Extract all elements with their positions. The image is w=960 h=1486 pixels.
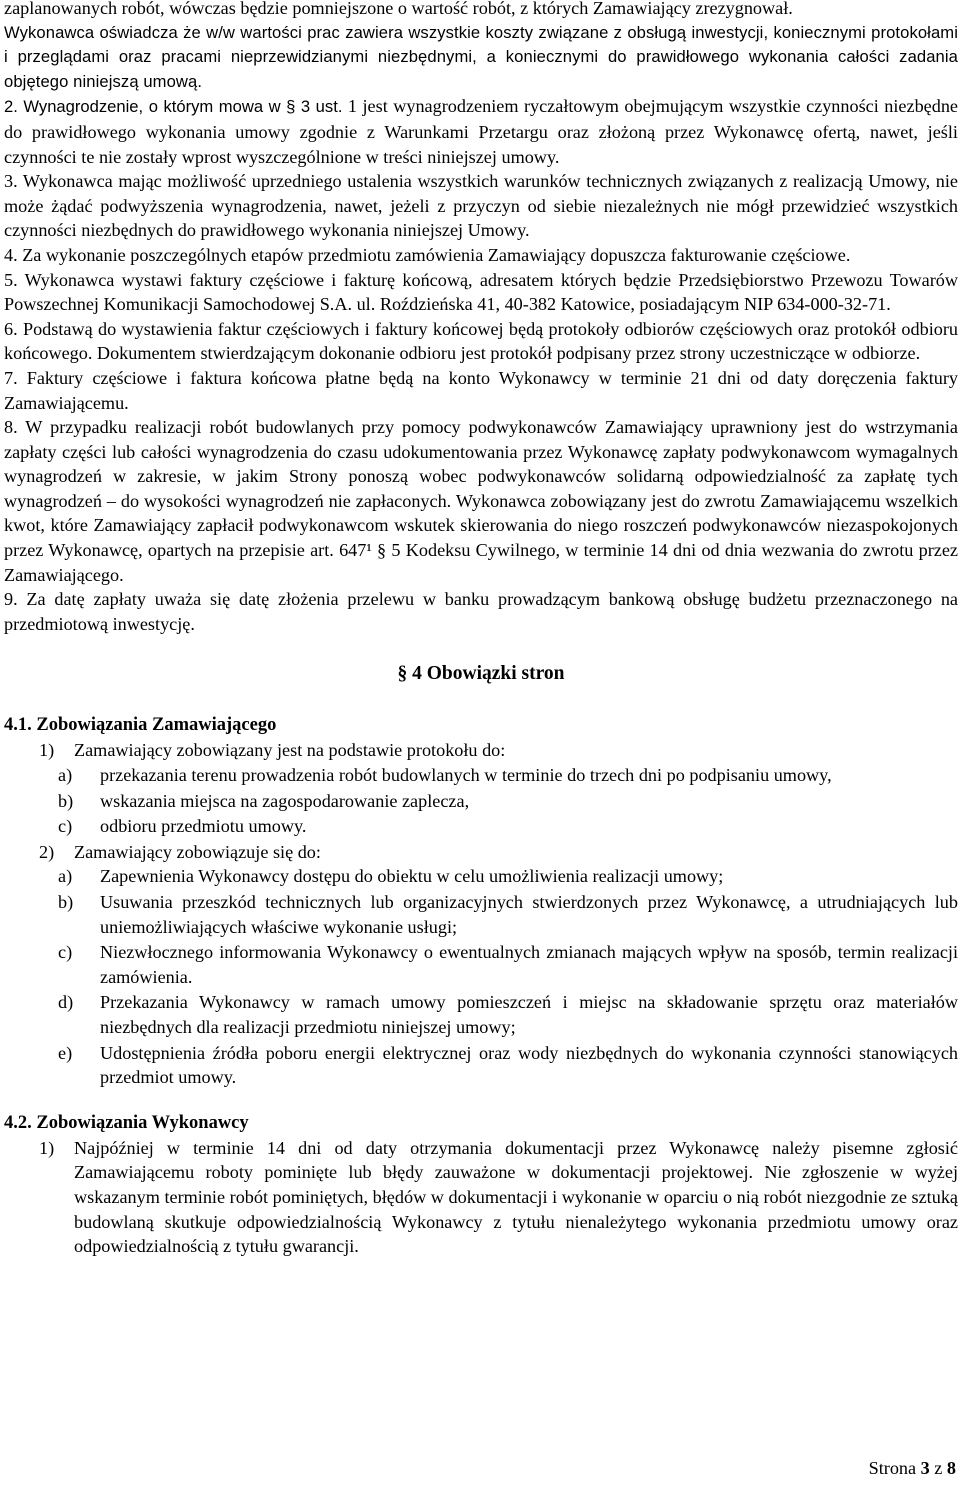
paragraph-7: 7. Faktury częściowe i faktura końcowa płatne będą na konto Wykonawcy w terminie 21 dni od daty doręczenia faktury Zamawiającemu. bbox=[4, 367, 958, 413]
sublist-item-text: Usuwania przeszkód technicznych lub organizacyjnych stwierdzonych przez Wykonawcę, a utrudniających lub uniemożliwiających właściwe wykonanie usługi; bbox=[100, 892, 958, 937]
list-item-number: 1) bbox=[39, 1137, 55, 1158]
sublist bbox=[4, 763, 958, 839]
sublist-item-letter: d) bbox=[58, 992, 74, 1013]
sublist-item-letter: c) bbox=[58, 816, 73, 837]
paragraph-8: 8. W przypadku realizacji robót budowlanych przy pomocy podwykonawców Zamawiający uprawniony jest do wstrzymania zapłaty części lub całości wynagrodzenia do czasu udokumentowania przez Wykonawcę zapłaty podwykonawcom wymagalnych wynagrodzeń w zakresie, w jakim Strony ponoszą wobec podwykonawców solidarną odpowiedzialność za zapłatę tych wynagrodzeń – do wysokości wynagrodzeń nie zapłaconych. Wykonawca zobowiązany jest do zwrotu Zamawiającemu wszelkich kwot, które Zamawiający zapłacił podwykonawcom wskutek skierowania do niego roszczeń podwykonawców niezaspokojonych przez Wykonawcę, opartych na przepisie art. 647¹ § 5 Kodeksu Cywilnego, w terminie 14 dni od dnia wezwania do zwrotu przez Zamawiającego. bbox=[4, 417, 958, 585]
sublist-item bbox=[4, 1041, 958, 1090]
section-title: § 4 Obowiązki stron bbox=[397, 663, 565, 685]
paragraph-2-body: 1 jest wynagrodzeniem ryczałtowym obejmującym wszystkie czynności niezbędne do prawidłowego wykonania umowy zgodnie z Warunkami Przetargu oraz złożoną przez Wykonawcę ofertą, nawet, jeśli czynności te nie zostały wprost wyszczególnione w treści niniejszej umowy. bbox=[4, 96, 958, 167]
sublist-item-letter: b) bbox=[58, 790, 74, 811]
sublist-item bbox=[4, 890, 958, 939]
footer-of: z bbox=[929, 1458, 947, 1478]
sublist-item-text: Udostępnienia źródła poboru energii elektrycznej oraz wody niezbędnych do wykonania czynności stanowiących przedmiot umowy. bbox=[100, 1042, 958, 1088]
sublist-item-letter: a) bbox=[58, 765, 73, 786]
sublist-item bbox=[4, 763, 958, 788]
sublist-item bbox=[4, 940, 958, 989]
sublist-item-text: przekazania terenu prowadzenia robót budowlanych w terminie do trzech dni po podpisaniu umowy, bbox=[100, 765, 832, 786]
sublist-item-letter: e) bbox=[58, 1042, 73, 1063]
sublist bbox=[4, 864, 958, 1089]
paragraph-3: 3. Wykonawca mając możliwość uprzedniego ustalenia wszystkich warunków technicznych związanych z realizacją Umowy, nie może żądać podwyższenia wynagrodzenia, nawet, jeżeli z przyczyn od siebie niezależnych nie mógł przewidzieć wszystkich czynności niezbędnych do prawidłowego wykonania niniejszej Umowy. bbox=[4, 171, 958, 241]
footer-current-page: 3 bbox=[920, 1458, 930, 1478]
sublist-item-text: Przekazania Wykonawcy w ramach umowy pomieszczeń i miejsc na składowanie sprzętu oraz materiałów niezbędnych dla realizacji przedmiotu niniejszej umowy; bbox=[100, 992, 958, 1037]
sublist-item bbox=[4, 864, 958, 889]
paragraph-2-lead: 2. Wynagrodzenie, o którym mowa w § 3 ust. bbox=[4, 97, 343, 117]
sublist-item bbox=[4, 789, 958, 814]
paragraph-4: 4. Za wykonanie poszczególnych etapów przedmiotu zamówienia Zamawiający dopuszcza fakturowanie częściowe. bbox=[4, 244, 851, 265]
sublist-item-text: Niezwłocznego informowania Wykonawcy o ewentualnych zmianach mających wpływ na sposób, termin realizacji zamówienia. bbox=[100, 942, 958, 987]
sublist-item-text: wskazania miejsca na zagospodarowanie zaplecza, bbox=[100, 790, 470, 811]
list-item bbox=[4, 840, 958, 865]
paragraph-continuation: zaplanowanych robót, wówczas będzie pomniejszone o wartość robót, z których Zamawiający zrezygnował. bbox=[4, 0, 793, 18]
subsection-title-contractor: 4.2. Zobowiązania Wykonawcy bbox=[4, 1112, 249, 1133]
list-item-text: Zamawiający zobowiązany jest na podstawie protokołu do: bbox=[74, 740, 506, 761]
sublist-item bbox=[4, 814, 958, 839]
list-item-number: 1) bbox=[39, 740, 55, 761]
list-item-text: Zamawiający zobowiązuje się do: bbox=[74, 841, 321, 862]
spacer bbox=[4, 1091, 958, 1111]
sublist-item-letter: a) bbox=[58, 866, 73, 887]
list-item-number: 2) bbox=[39, 841, 55, 862]
paragraph-9: 9. Za datę zapłaty uważa się datę złożenia przelewu w banku prowadzącym bankową obsługę budżetu przeznaczonego na przedmiotową inwestycję. bbox=[4, 589, 958, 634]
paragraph-5: 5. Wykonawca wystawi faktury częściowe i fakturę końcową, adresatem których będzie Przedsiębiorstwo Przewozu Towarów Powszechnej Komunikacji Samochodowej S.A. ul. Roździeńska 41, 40-382 Katowice, posiadającym NIP 634-000-32-71. bbox=[4, 269, 958, 315]
paragraph-2 bbox=[4, 94, 958, 169]
page-number-footer bbox=[869, 1456, 956, 1480]
list-item bbox=[4, 1136, 958, 1259]
footer-prefix: Strona bbox=[868, 1458, 921, 1478]
list-item-text: Najpóźniej w terminie 14 dni od daty otrzymania dokumentacji przez Wykonawcę należy pisemne zgłosić Zamawiającemu roboty pominięte lub błędy zauważone w dokumentacji projektowej. Nie zgłoszenie w wyżej wskazanym terminie robót pominiętych, błędów w dokumentacji i wykonanie w oparciu o nią robót niezgodnie ze sztuką budowlaną skutkuje odpowiedzialnością Wykonawcy z tytułu nienależytego wykonania przedmiotu umowy oraz odpowiedzialnością z tytułu gwarancji. bbox=[74, 1137, 958, 1257]
sublist-item-letter: c) bbox=[58, 942, 73, 963]
sublist-item-text: Zapewnienia Wykonawcy dostępu do obiektu w celu umożliwienia realizacji umowy; bbox=[100, 866, 724, 887]
sublist-item-text: odbioru przedmiotu umowy. bbox=[100, 816, 307, 837]
subsection-title-employer: 4.1. Zobowiązania Zamawiającego bbox=[4, 715, 277, 736]
sublist-item-letter: b) bbox=[58, 892, 74, 912]
list-item bbox=[4, 738, 958, 763]
footer-total-pages: 8 bbox=[946, 1458, 956, 1478]
paragraph-6: 6. Podstawą do wystawienia faktur częściowych i faktury końcowej będą protokoły odbiorów częściowych oraz protokół odbioru końcowego. Dokumentem stwierdzającym dokonanie odbioru jest protokół podpisany przez strony uczestniczące w odbiorze. bbox=[4, 318, 958, 364]
sublist-item bbox=[4, 990, 958, 1039]
document-page bbox=[4, 0, 958, 1259]
paragraph-contractor-declaration: Wykonawca oświadcza że w/w wartości prac zawiera wszystkie koszty związane z obsługą inwestycji, koniecznymi protokołami i przeglądami oraz pracami nieprzewidzianymi niezbędnymi, a koniecznymi do prawidłowego wykonania całości zadania objętego niniejszą umową. bbox=[4, 22, 958, 91]
